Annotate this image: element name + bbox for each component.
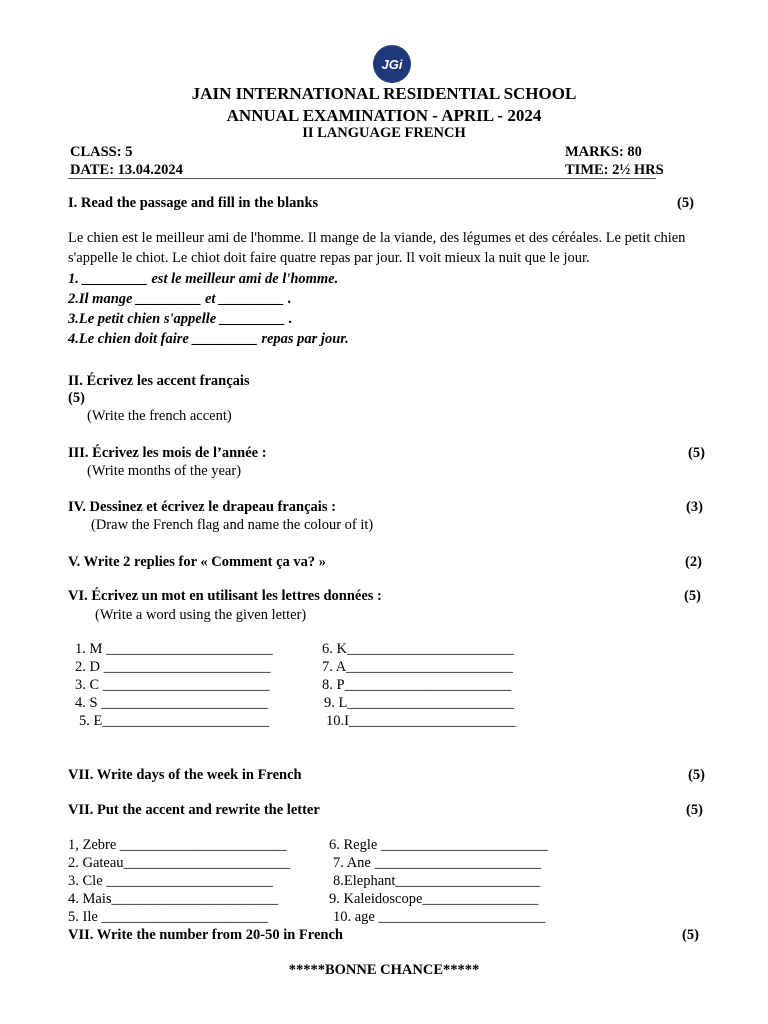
marks-label: MARKS: 80 xyxy=(565,144,642,160)
q1-marks: (5) xyxy=(677,195,694,211)
q4-title: IV. Dessinez et écrivez le drapeau français : xyxy=(68,499,336,515)
logo-text: JGi xyxy=(381,56,403,72)
q8-blank-right: 6. Regle _______________________ xyxy=(329,837,548,853)
q8-blank-right: 10. age _______________________ xyxy=(333,909,546,925)
q6-blank-right: 8. P_______________________ xyxy=(322,677,512,693)
q1-title: I. Read the passage and fill in the blanks xyxy=(68,195,319,211)
q1-item: 1. _________ est le meilleur ami de l'homme. xyxy=(68,271,339,287)
q6-blank-left: 5. E_______________________ xyxy=(79,713,270,729)
q9-title: VII. Write the number from 20-50 in French xyxy=(68,927,343,943)
school-logo xyxy=(373,45,411,83)
q4-marks: (3) xyxy=(686,499,703,515)
q6-blank-right: 9. L_______________________ xyxy=(324,695,515,711)
class-label: CLASS: 5 xyxy=(70,144,133,160)
exam-title: ANNUAL EXAMINATION - APRIL - 2024 xyxy=(226,106,542,125)
q6-blank-left: 4. S _______________________ xyxy=(75,695,268,711)
q5-title: V. Write 2 replies for « Comment ça va? » xyxy=(68,554,327,570)
q6-subtitle: (Write a word using the given letter) xyxy=(95,607,307,623)
q8-blank-left: 3. Cle _______________________ xyxy=(68,873,274,889)
q5-marks: (2) xyxy=(685,554,702,570)
date-label: DATE: 13.04.2024 xyxy=(70,162,183,178)
q6-blank-right: 7. A_______________________ xyxy=(322,659,513,675)
q8-title: VII. Put the accent and rewrite the letter xyxy=(68,802,320,818)
q8-blank-right: 9. Kaleidoscope________________ xyxy=(329,891,539,907)
header-divider xyxy=(68,178,656,179)
q1-item: 2.Il mange _________ et _________ . xyxy=(68,291,292,307)
q8-blank-left: 4. Mais_______________________ xyxy=(68,891,279,907)
q4-subtitle: (Draw the French flag and name the colour of it) xyxy=(91,517,374,533)
q3-marks: (5) xyxy=(688,445,705,461)
q6-marks: (5) xyxy=(684,588,701,604)
q2-title: II. Écrivez les accent français xyxy=(68,373,250,389)
q2-marks: (5) xyxy=(68,390,85,406)
q2-subtitle: (Write the french accent) xyxy=(87,408,232,424)
q7-marks: (5) xyxy=(688,767,705,783)
q6-blank-left: 3. C _______________________ xyxy=(75,677,270,693)
q6-blank-right: 6. K_______________________ xyxy=(322,641,514,657)
time-label: TIME: 2½ HRS xyxy=(565,162,664,178)
q3-title: III. Écrivez les mois de l’année : xyxy=(68,445,267,461)
school-name: JAIN INTERNATIONAL RESIDENTIAL SCHOOL xyxy=(191,84,577,103)
subject-title: II LANGUAGE FRENCH xyxy=(302,125,466,141)
q1-item: 4.Le chien doit faire _________ repas par jour. xyxy=(68,331,349,347)
q1-passage: Le chien est le meilleur ami de l'homme. Il mange de la viande, des légumes et des céréales. Le petit chien s'appelle le chiot. Le chiot doit faire quatre repas par jour. Il voit mieux la nuit que le jour. xyxy=(68,230,686,266)
q1-item: 3.Le petit chien s'appelle _________ . xyxy=(68,311,293,327)
footer-message: *****BONNE CHANCE***** xyxy=(288,962,480,978)
q7-title: VII. Write days of the week in French xyxy=(68,767,302,783)
q8-blank-right: 7. Ane _______________________ xyxy=(333,855,542,871)
q3-subtitle: (Write months of the year) xyxy=(87,463,242,479)
q8-blank-left: 2. Gateau_______________________ xyxy=(68,855,291,871)
q6-blank-right: 10.I_______________________ xyxy=(326,713,516,729)
q6-blank-left: 1. M _______________________ xyxy=(75,641,273,657)
q8-marks: (5) xyxy=(686,802,703,818)
q8-blank-left: 1, Zebre _______________________ xyxy=(68,837,287,853)
q9-marks: (5) xyxy=(682,927,699,943)
q8-blank-right: 8.Elephant____________________ xyxy=(333,873,541,889)
q8-blank-left: 5. Ile _______________________ xyxy=(68,909,269,925)
q6-blank-left: 2. D _______________________ xyxy=(75,659,271,675)
q6-title: VI. Écrivez un mot en utilisant les lettres données : xyxy=(68,588,382,604)
